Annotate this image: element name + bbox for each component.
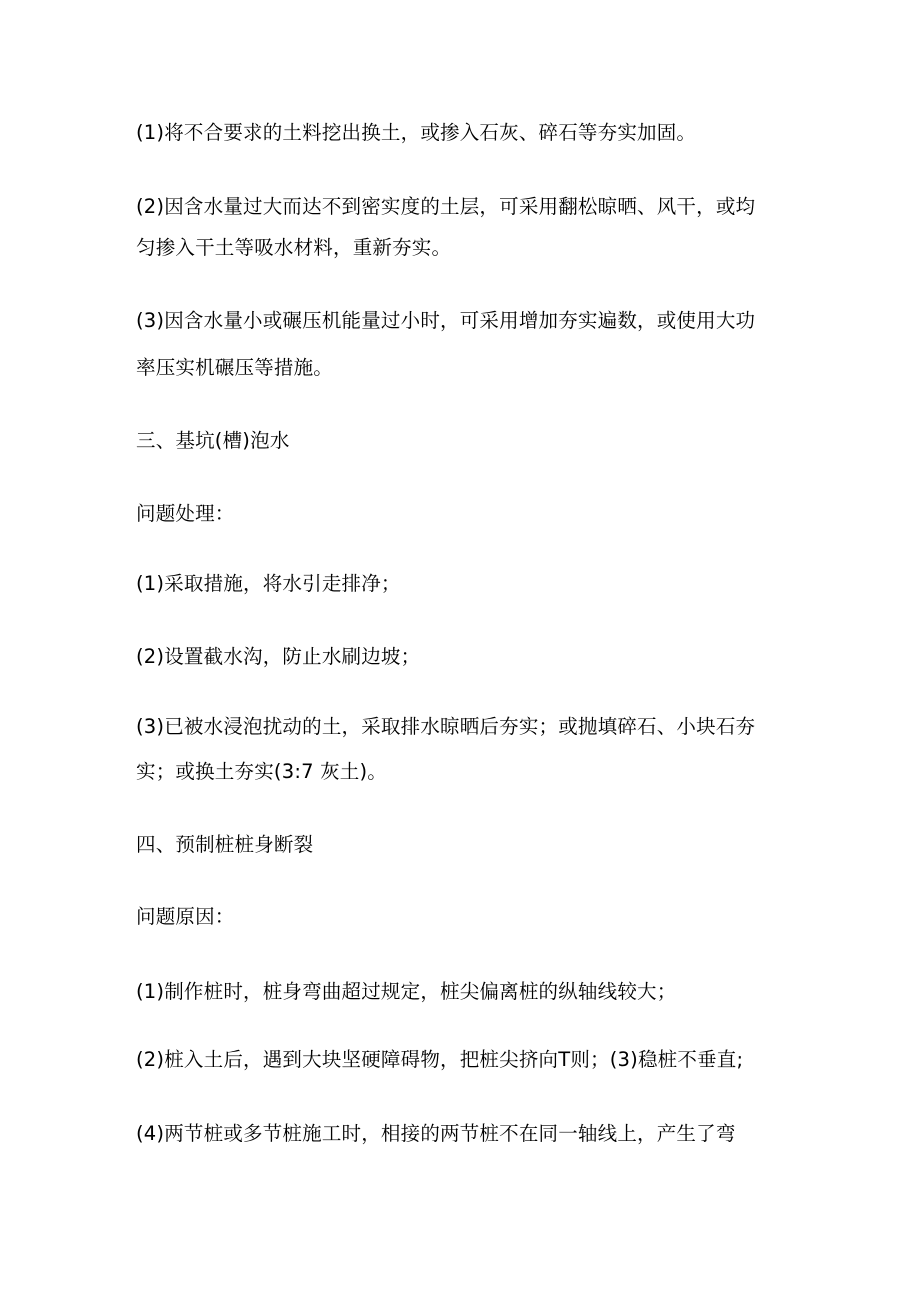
section-4-heading: 四、预制桩桩身断裂 — [136, 833, 314, 856]
section-3-item-3-line-2: 实；或换土夯实(3:7 灰土)。 — [136, 760, 387, 783]
fix-item-2-line-2: 匀掺入干土等吸水材料，重新夯实。 — [136, 236, 452, 259]
fix-item-2-line-1: (2)因含水量过大而达不到密实度的土层，可采用翻松晾晒、风干，或均 — [136, 195, 756, 218]
section-4-subheading: 问题原因： — [136, 905, 235, 928]
section-3-item-1: (1)采取措施，将水引走排净； — [136, 572, 401, 595]
section-4-item-4-line-1: (4)两节桩或多节桩施工时，相接的两节桩不在同一轴线上，产生了弯 — [136, 1122, 736, 1145]
fix-item-3-line-1: (3)因含水量小或碾压机能量过小时，可采用增加夯实遍数，或使用大功 — [136, 309, 756, 332]
section-4-item-2-3: (2)桩入土后，遇到大块坚硬障碍物，把桩尖挤向T则；(3)稳桩不垂直; — [136, 1048, 744, 1071]
section-3-item-3-line-1: (3)已被水浸泡扰动的土，采取排水晾晒后夯实；或抛填碎石、小块石夯 — [136, 715, 756, 738]
fix-item-3-line-2: 率压实机碾压等措施。 — [136, 356, 334, 379]
section-3-subheading: 问题处理： — [136, 502, 235, 525]
fix-item-1: (1)将不合要求的土料挖出换土，或掺入石灰、碎石等夯实加固。 — [136, 121, 697, 144]
section-3-item-2: (2)设置截水沟，防止水刷边坡； — [136, 645, 421, 668]
section-4-item-1: (1)制作桩时，桩身弯曲超过规定，桩尖偏离桩的纵轴线较大； — [136, 980, 677, 1003]
section-3-heading: 三、基坑(槽)泡水 — [136, 429, 290, 452]
